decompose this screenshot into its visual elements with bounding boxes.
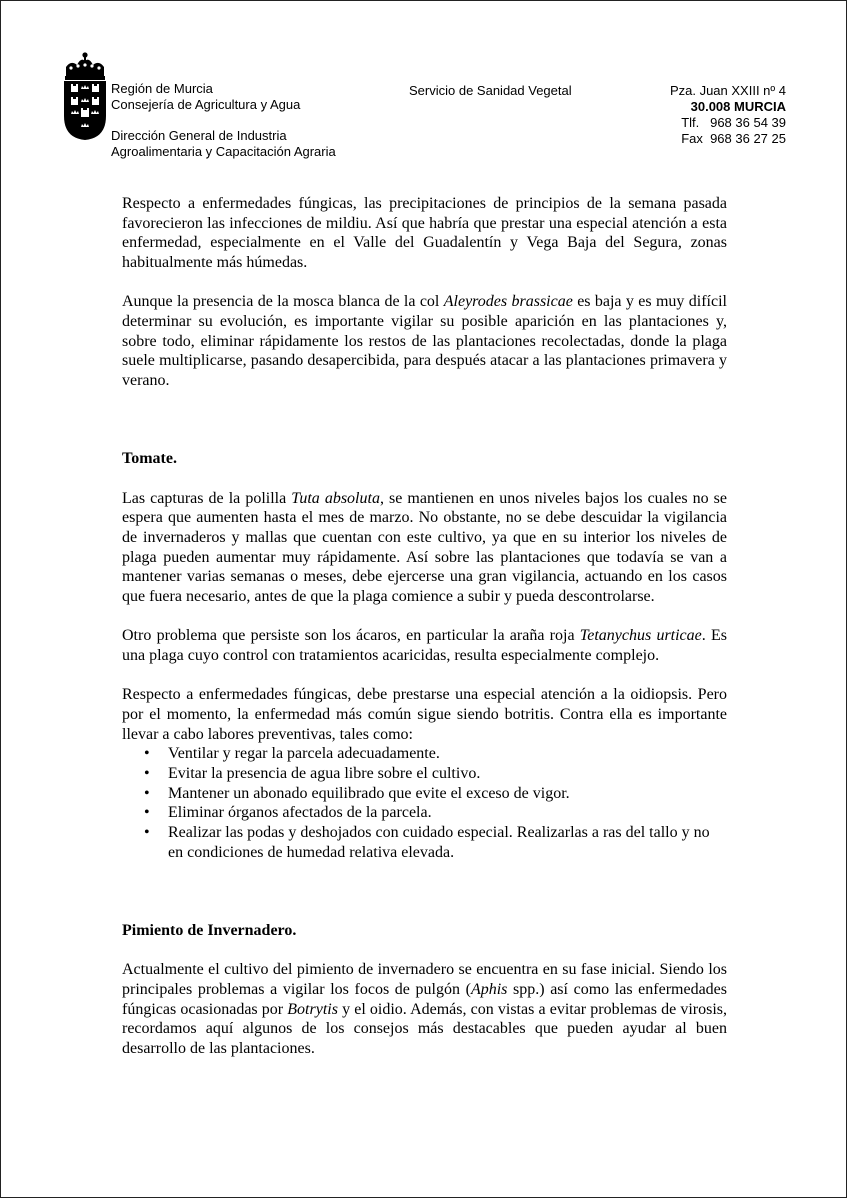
species-tuta: Tuta absoluta xyxy=(291,489,380,507)
paragraph-mildew: Respecto a enfermedades fúngicas, las precipitaciones de principios de la semana pasada favorecieron las infecciones de mildiu. Así que habría que prestar una especial atención a esta enfermedad, especialmente en el Valle del Guadalentín y Vega Baja del Segura, zonas habitualmente más húmedas. xyxy=(122,195,727,272)
organization-block xyxy=(111,81,336,160)
address-street: Pza. Juan XXIII nº 4 xyxy=(669,83,786,98)
address-block xyxy=(670,83,786,147)
paragraph-pepper: Actualmente el cultivo del pimiento de invernadero se encuentra en su fase inicial. Siendo los principales problemas a vigilar los focos de pulgón (Aphis spp.) así como las enfermedades fúngicas ocasionadas por Botrytis y el oidio. Además, con vistas a evitar problemas de virosis, recordamos aquí algunos de los consejos más destacables que pueden ayudar al buen desarrollo de las plantaciones. xyxy=(122,961,728,1057)
address-city: 30.008 MURCIA xyxy=(690,99,786,114)
paragraph-mites: Otro problema que persiste son los ácaros, en particular la araña roja Tetanychus urticae. Es una plaga cuyo control con tratamientos acaricidas, resulta especialmente complejo. xyxy=(122,627,728,664)
address-phone: Tlf. 968 36 54 39 xyxy=(681,115,786,130)
org-region: Región de Murcia xyxy=(111,81,213,96)
address-fax: Fax 968 36 27 25 xyxy=(681,131,786,146)
paragraph-fungal: Respecto a enfermedades fúngicas, debe prestarse una especial atención a la oidiopsis. Pero por el momento, la enfermedad más común sigue siendo botritis. Contra ella es importante llevar a cabo labores preventivas, tales como: xyxy=(122,686,727,743)
list-item: • Ventilar y regar la parcela adecuadamente. xyxy=(144,744,727,764)
org-ministry: Consejería de Agricultura y Agua xyxy=(111,97,301,112)
species-aphis: Aphis xyxy=(470,980,508,998)
heading-tomato: Tomate. xyxy=(122,450,177,468)
heading-pepper: Pimiento de Invernadero. xyxy=(122,921,297,939)
dept-line-2: Agroalimentaria y Capacitación Agraria xyxy=(111,144,336,159)
list-item: • Mantener un abonado equilibrado que evite el exceso de vigor. xyxy=(144,784,727,804)
species-aleyrodes: Aleyrodes brassicae xyxy=(443,293,573,311)
species-botrytis: Botrytis xyxy=(287,1000,338,1018)
list-item: • Realizar las podas y deshojados con cuidado especial. Realizarlas a ras del tallo y no en condiciones de humedad relativa elevada. xyxy=(144,823,727,862)
paragraph-tuta: Las capturas de la polilla Tuta absoluta, se mantienen en unos niveles bajos los cuales no se espera que aumenten hasta el mes de marzo. No obstante, no se debe descuidar la vigilancia de invernaderos y mallas que cuentan con este cultivo, ya que en su interior los niveles de plaga pueden aumentar muy rápidamente. Así sobre las plantaciones que todavía se van a mantener varias semanas o meses, debe ejercerse una gran vigilancia, actuando en los casos que fuera necesario, antes de que la plaga comience a subir y pueda descontrolarse. xyxy=(122,489,728,606)
list-item: • Evitar la presencia de agua libre sobre el cultivo. xyxy=(144,764,727,784)
dept-line-1: Dirección General de Industria xyxy=(111,128,287,143)
preventive-list xyxy=(122,744,727,862)
species-tetranychus: Tetanychus urticae xyxy=(579,627,702,645)
murcia-crest-icon xyxy=(62,52,108,140)
service-name: Servicio de Sanidad Vegetal xyxy=(409,83,572,98)
document-body xyxy=(122,194,727,1078)
paragraph-whitefly: Aunque la presencia de la mosca blanca de la col Aleyrodes brassicae es baja y es muy difícil determinar su evolución, es importante vigilar su posible aparición en las plantaciones y, sobre todo, eliminar rápidamente los restos de las plantaciones recolectadas, donde la plaga suele multiplicarse, pasando desapercibida, para después atacar a las plantaciones primavera y verano. xyxy=(122,293,727,390)
list-item: • Eliminar órganos afectados de la parcela. xyxy=(144,803,727,823)
